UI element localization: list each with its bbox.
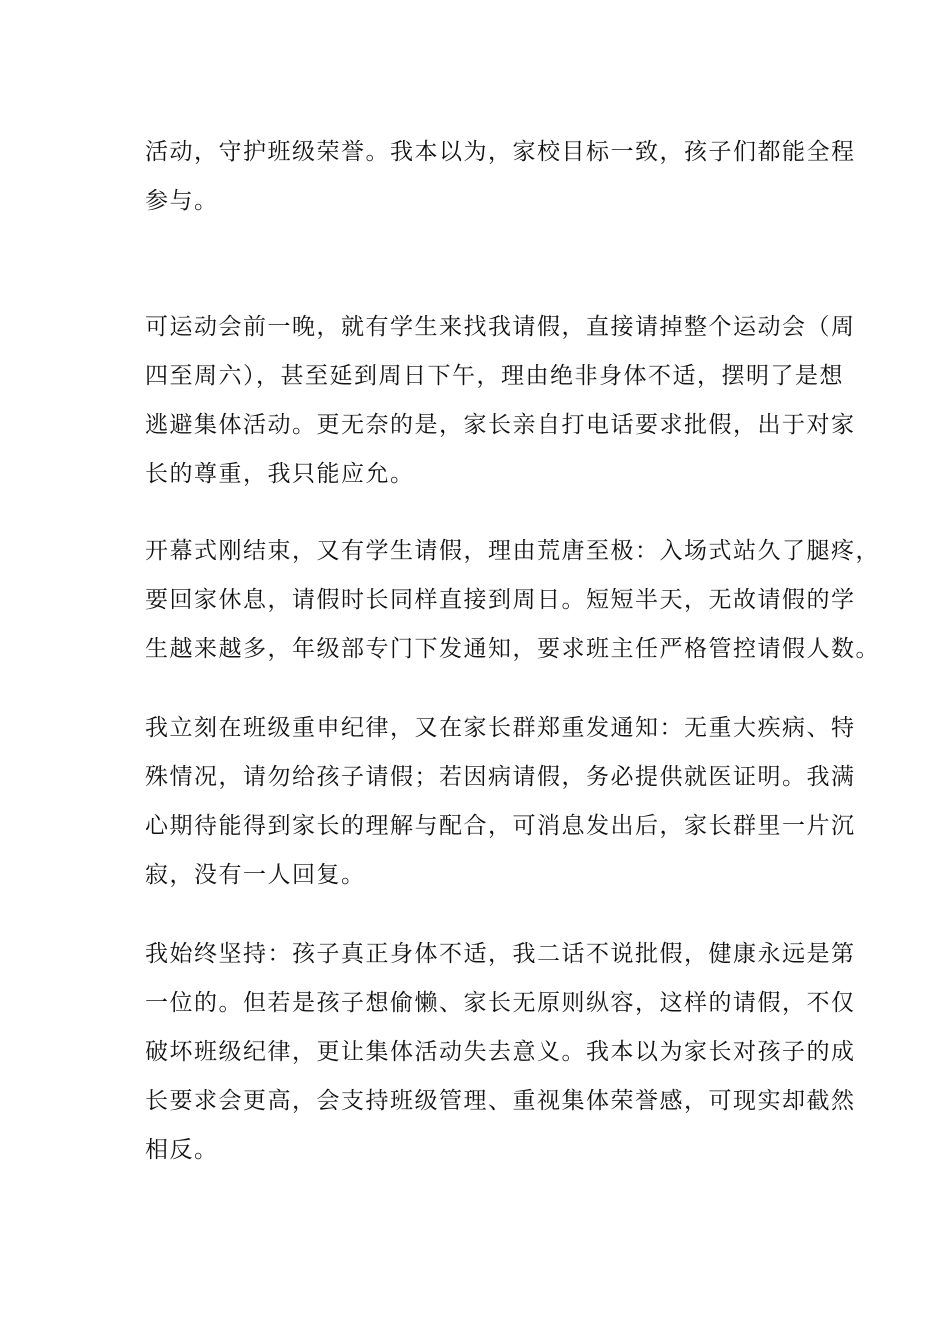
paragraph-line: 殊情况，请勿给孩子请假；若因病请假，务必提供就医证明。我满	[145, 764, 856, 790]
paragraph-line: 开幕式刚结束，又有学生请假，理由荒唐至极：入场式站久了腿疼，	[145, 538, 880, 564]
paragraph-line: 要回家休息，请假时长同样直接到周日。短短半天，无故请假的学	[145, 587, 856, 613]
paragraph-line: 寂，没有一人回复。	[145, 862, 366, 888]
paragraph-1	[145, 128, 856, 226]
paragraph-line: 参与。	[145, 188, 219, 214]
paragraph-line: 生越来越多，年级部专门下发通知，要求班主任严格管控请假人数。	[145, 636, 880, 662]
paragraph-2	[145, 303, 856, 499]
paragraph-line: 长要求会更高，会支持班级管理、重视集体荣誉感，可现实却截然	[145, 1088, 856, 1114]
paragraph-line: 活动，守护班级荣誉。我本以为，家校目标一致，孩子们都能全程	[145, 139, 856, 165]
paragraph-4	[145, 704, 856, 900]
paragraph-line: 四至周六），甚至延到周日下午，理由绝非身体不适，摆明了是想	[145, 363, 844, 389]
paragraph-line: 可运动会前一晚，就有学生来找我请假，直接请掉整个运动会（周	[145, 314, 856, 340]
paragraph-line: 逃避集体活动。更无奈的是，家长亲自打电话要求批假，出于对家	[145, 412, 856, 438]
paragraph-line: 破坏班级纪律，更让集体活动失去意义。我本以为家长对孩子的成	[145, 1039, 856, 1065]
paragraph-5	[145, 930, 856, 1175]
paragraph-3	[145, 527, 880, 674]
paragraph-line: 相反。	[145, 1137, 219, 1163]
paragraph-line: 我始终坚持：孩子真正身体不适，我二话不说批假，健康永远是第	[145, 941, 856, 967]
paragraph-line: 我立刻在班级重申纪律，又在家长群郑重发通知：无重大疾病、特	[145, 715, 856, 741]
paragraph-line: 心期待能得到家长的理解与配合，可消息发出后，家长群里一片沉	[145, 813, 856, 839]
paragraph-line: 长的尊重，我只能应允。	[145, 461, 415, 487]
paragraph-line: 一位的。但若是孩子想偷懒、家长无原则纵容，这样的请假，不仅	[145, 990, 856, 1016]
